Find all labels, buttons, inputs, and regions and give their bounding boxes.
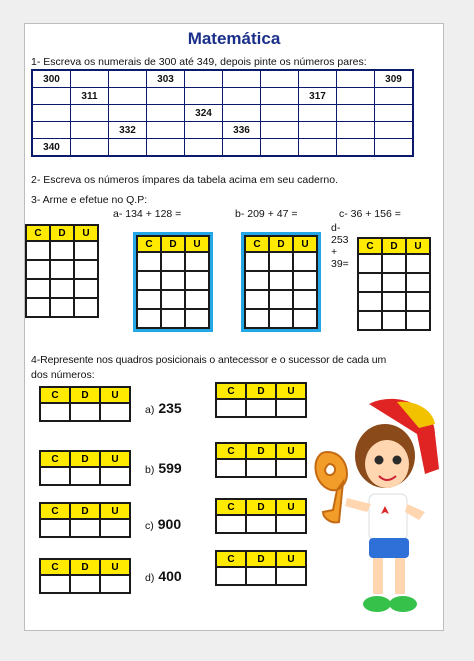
qp-header-row (40, 559, 130, 575)
question-4-text-line2: dos números: (31, 369, 95, 381)
qp-header-u: U (276, 443, 306, 459)
grid-cell[interactable] (337, 70, 375, 88)
qp-header-row (216, 499, 306, 515)
qp-answer-cell[interactable] (100, 467, 130, 485)
grid-cell[interactable] (375, 105, 414, 122)
grid-cell[interactable] (375, 88, 414, 105)
qp-answer-cell[interactable] (216, 459, 246, 477)
girl-with-number-nine-illustration (307, 394, 443, 624)
qp-header-c: C (216, 443, 246, 459)
qp-row (26, 298, 98, 317)
grid-cell[interactable] (261, 139, 299, 157)
qp-answer-cell[interactable] (269, 252, 293, 271)
qp-row (358, 273, 430, 292)
qp-row (137, 309, 209, 328)
qp-header-c: C (216, 383, 246, 399)
grid-cell[interactable] (223, 139, 261, 157)
grid-cell[interactable] (337, 88, 375, 105)
grid-cell[interactable] (109, 105, 147, 122)
qp-operation-b (136, 235, 210, 329)
grid-cell[interactable]: 332 (109, 122, 147, 139)
operation-a: a- 134 + 128 = (113, 208, 182, 220)
qp-operation-d (357, 237, 431, 331)
question-4-text-line1: 4-Represente nos quadros posicionais o antecessor e o sucessor de cada um (31, 354, 387, 366)
qp-header-c: C (216, 499, 246, 515)
qp-row (40, 467, 130, 485)
qp-header-d: D (246, 551, 276, 567)
qp-header-u: U (276, 499, 306, 515)
grid-cell[interactable] (185, 88, 223, 105)
grid-cell[interactable] (375, 139, 414, 157)
qp-answer-cell[interactable] (406, 254, 430, 273)
qp-answer-cell[interactable] (382, 292, 406, 311)
qp-answer-cell[interactable] (293, 290, 317, 309)
qp-operation-c (244, 235, 318, 329)
grid-cell[interactable] (32, 122, 71, 139)
qp-header-c: C (216, 551, 246, 567)
qp-answer-cell[interactable] (40, 467, 70, 485)
qp-answer-cell[interactable] (216, 567, 246, 585)
grid-cell[interactable]: 303 (147, 70, 185, 88)
qp-answer-cell[interactable] (50, 241, 74, 260)
qp-answer-cell[interactable] (161, 290, 185, 309)
grid-cell[interactable]: 309 (375, 70, 414, 88)
qp-header-d: D (70, 503, 100, 519)
qp-successor-1 (215, 442, 307, 478)
grid-cell[interactable] (147, 122, 185, 139)
grid-cell[interactable] (261, 105, 299, 122)
grid-row (32, 105, 413, 122)
qp-header-u: U (293, 236, 317, 252)
qp-answer-cell[interactable] (70, 519, 100, 537)
qp-answer-cell[interactable] (74, 298, 98, 317)
qp-answer-cell[interactable] (269, 271, 293, 290)
qp-answer-cell[interactable] (74, 279, 98, 298)
grid-cell[interactable] (299, 70, 337, 88)
qp-header-c: C (245, 236, 269, 252)
qp-row (358, 254, 430, 273)
qp-answer-cell[interactable] (74, 241, 98, 260)
qp-answer-cell[interactable] (276, 459, 306, 477)
qp-header-u: U (100, 451, 130, 467)
grid-cell[interactable] (375, 122, 414, 139)
qp-header-d: D (161, 236, 185, 252)
qp-answer-cell[interactable] (269, 290, 293, 309)
qp-answer-cell[interactable] (269, 309, 293, 328)
grid-cell[interactable] (71, 70, 109, 88)
qp-row (245, 252, 317, 271)
qp-header-u: U (276, 383, 306, 399)
qp-row (245, 309, 317, 328)
grid-cell[interactable] (261, 122, 299, 139)
qp-row (245, 271, 317, 290)
qp-predecessor-0 (39, 386, 131, 422)
grid-cell[interactable] (185, 70, 223, 88)
qp-header-c: C (137, 236, 161, 252)
qp-row (137, 271, 209, 290)
qp-header-d: D (269, 236, 293, 252)
qp-header-u: U (276, 551, 306, 567)
grid-cell[interactable] (147, 139, 185, 157)
qp-answer-cell[interactable] (293, 309, 317, 328)
grid-cell[interactable] (261, 88, 299, 105)
grid-cell[interactable] (147, 105, 185, 122)
operation-d-second: 39= (331, 258, 349, 270)
qp-answer-cell[interactable] (70, 403, 100, 421)
qp-answer-cell[interactable] (406, 273, 430, 292)
qp-header-d: D (70, 451, 100, 467)
qp-header-c: C (40, 559, 70, 575)
qp-successor-3 (215, 550, 307, 586)
qp-header-d: D (50, 225, 74, 241)
q4-item-number: 235 (158, 400, 182, 416)
qp-answer-cell[interactable] (50, 298, 74, 317)
grid-cell[interactable] (109, 88, 147, 105)
qp-answer-cell[interactable] (137, 271, 161, 290)
qp-answer-cell[interactable] (358, 311, 382, 330)
qp-row (137, 290, 209, 309)
q4-item-number: 400 (158, 568, 182, 584)
numerals-grid (31, 69, 414, 157)
qp-row (40, 519, 130, 537)
qp-header-row (216, 383, 306, 399)
qp-answer-cell[interactable] (50, 260, 74, 279)
grid-cell[interactable] (32, 105, 71, 122)
qp-header-u: U (100, 387, 130, 403)
q4-item-number: 900 (157, 516, 182, 532)
qp-answer-cell[interactable] (382, 311, 406, 330)
qp-answer-cell[interactable] (216, 515, 246, 533)
qp-header-c: C (40, 451, 70, 467)
qp-answer-cell[interactable] (161, 252, 185, 271)
qp-answer-cell[interactable] (276, 567, 306, 585)
operation-d-label: d- (331, 222, 341, 234)
qp-successor-0 (215, 382, 307, 418)
qp-answer-cell[interactable] (50, 279, 74, 298)
grid-cell[interactable] (261, 70, 299, 88)
qp-header-u: U (100, 559, 130, 575)
qp-answer-cell[interactable] (137, 252, 161, 271)
qp-answer-cell[interactable] (100, 403, 130, 421)
qp-header-u: U (185, 236, 209, 252)
qp-row (26, 279, 98, 298)
qp-row (40, 575, 130, 593)
qp-answer-cell[interactable] (246, 567, 276, 585)
grid-cell[interactable] (71, 105, 109, 122)
qp-answer-cell[interactable] (137, 309, 161, 328)
grid-row (32, 88, 413, 105)
qp-answer-cell[interactable] (246, 399, 276, 417)
grid-cell[interactable]: 340 (32, 139, 71, 157)
qp-header-c: C (26, 225, 50, 241)
qp-answer-cell[interactable] (26, 241, 50, 260)
grid-row (32, 122, 413, 139)
qp-answer-cell[interactable] (70, 467, 100, 485)
qp-header-row (40, 387, 130, 403)
grid-cell[interactable]: 324 (185, 105, 223, 122)
qp-answer-cell[interactable] (40, 575, 70, 593)
qp-header-u: U (100, 503, 130, 519)
q4-item-0 (145, 400, 182, 418)
grid-cell[interactable] (223, 70, 261, 88)
qp-answer-cell[interactable] (26, 279, 50, 298)
qp-answer-cell[interactable] (293, 252, 317, 271)
qp-answer-cell[interactable] (246, 515, 276, 533)
q4-item-number: 599 (158, 460, 182, 476)
qp-header-d: D (70, 387, 100, 403)
qp-answer-cell[interactable] (245, 271, 269, 290)
page-title: Matemática (187, 29, 281, 48)
grid-cell[interactable] (147, 88, 185, 105)
q4-item-letter: a) (145, 404, 155, 416)
qp-answer-cell[interactable] (358, 292, 382, 311)
grid-cell[interactable]: 311 (71, 88, 109, 105)
qp-header-u: U (74, 225, 98, 241)
q4-item-letter: d) (145, 572, 155, 584)
q4-item-letter: b) (145, 464, 155, 476)
qp-answer-cell[interactable] (245, 309, 269, 328)
qp-answer-cell[interactable] (185, 252, 209, 271)
qp-header-c: C (358, 238, 382, 254)
qp-header-c: C (40, 387, 70, 403)
qp-answer-cell[interactable] (40, 403, 70, 421)
grid-row (32, 70, 413, 88)
qp-answer-cell[interactable] (185, 309, 209, 328)
qp-operation-c-frame (241, 232, 321, 332)
qp-row (216, 399, 306, 417)
qp-header-d: D (246, 499, 276, 515)
qp-row (245, 290, 317, 309)
qp-header-row (137, 236, 209, 252)
qp-header-row (40, 451, 130, 467)
q4-item-3 (145, 568, 182, 586)
qp-answer-cell[interactable] (358, 254, 382, 273)
qp-answer-cell[interactable] (293, 271, 317, 290)
operation-b: b- 209 + 47 = (235, 208, 298, 220)
qp-answer-cell[interactable] (246, 459, 276, 477)
qp-header-c: C (40, 503, 70, 519)
qp-header-row (216, 443, 306, 459)
qp-row (26, 260, 98, 279)
qp-header-u: U (406, 238, 430, 254)
grid-cell[interactable] (109, 139, 147, 157)
grid-cell[interactable] (223, 105, 261, 122)
qp-answer-cell[interactable] (358, 273, 382, 292)
qp-answer-cell[interactable] (406, 292, 430, 311)
qp-answer-cell[interactable] (382, 254, 406, 273)
grid-cell[interactable] (337, 105, 375, 122)
qp-row (216, 567, 306, 585)
qp-answer-cell[interactable] (100, 519, 130, 537)
operation-c: c- 36 + 156 = (339, 208, 401, 220)
grid-cell[interactable] (223, 88, 261, 105)
grid-cell[interactable] (299, 105, 337, 122)
qp-row (40, 403, 130, 421)
qp-row (26, 241, 98, 260)
question-2-text: 2- Escreva os números ímpares da tabela acima em seu caderno. (31, 174, 338, 186)
qp-answer-cell[interactable] (74, 260, 98, 279)
qp-answer-cell[interactable] (40, 519, 70, 537)
qp-header-d: D (246, 443, 276, 459)
grid-cell[interactable] (337, 139, 375, 157)
grid-cell[interactable] (299, 139, 337, 157)
q4-item-letter: c) (145, 520, 154, 532)
qp-operation-b-frame (133, 232, 213, 332)
qp-answer-cell[interactable] (245, 252, 269, 271)
grid-cell[interactable] (71, 139, 109, 157)
qp-row (358, 292, 430, 311)
worksheet-page (24, 23, 444, 631)
qp-header-row (40, 503, 130, 519)
qp-answer-cell[interactable] (161, 271, 185, 290)
qp-predecessor-2 (39, 502, 131, 538)
qp-operation-a (25, 224, 99, 318)
grid-cell[interactable] (109, 70, 147, 88)
qp-answer-cell[interactable] (100, 575, 130, 593)
qp-answer-cell[interactable] (245, 290, 269, 309)
qp-successor-2 (215, 498, 307, 534)
grid-cell[interactable]: 317 (299, 88, 337, 105)
qp-answer-cell[interactable] (161, 309, 185, 328)
grid-cell[interactable]: 336 (223, 122, 261, 139)
qp-row (216, 459, 306, 477)
operation-d (331, 222, 349, 270)
qp-header-row (26, 225, 98, 241)
qp-answer-cell[interactable] (216, 399, 246, 417)
grid-cell[interactable] (337, 122, 375, 139)
qp-answer-cell[interactable] (185, 290, 209, 309)
q4-item-2 (145, 516, 181, 534)
grid-cell[interactable] (185, 122, 223, 139)
qp-answer-cell[interactable] (137, 290, 161, 309)
qp-answer-cell[interactable] (185, 271, 209, 290)
question-3-text: 3- Arme e efetue no Q.P: (31, 194, 148, 206)
qp-row (137, 252, 209, 271)
qp-answer-cell[interactable] (382, 273, 406, 292)
qp-predecessor-1 (39, 450, 131, 486)
operation-d-sign: + (331, 246, 338, 258)
operation-d-first: 253 (331, 234, 349, 246)
grid-cell[interactable] (71, 122, 109, 139)
qp-answer-cell[interactable] (406, 311, 430, 330)
qp-row (216, 515, 306, 533)
grid-cell[interactable]: 300 (32, 70, 71, 88)
q4-item-1 (145, 460, 182, 478)
qp-header-d: D (382, 238, 406, 254)
question-1-text: 1- Escreva os numerais de 300 até 349, depois pinte os números pares: (31, 56, 367, 68)
grid-cell[interactable] (299, 122, 337, 139)
qp-row (358, 311, 430, 330)
grid-cell[interactable] (185, 139, 223, 157)
qp-answer-cell[interactable] (26, 298, 50, 317)
qp-answer-cell[interactable] (276, 515, 306, 533)
qp-header-d: D (246, 383, 276, 399)
qp-header-row (358, 238, 430, 254)
grid-row (32, 139, 413, 157)
qp-header-row (216, 551, 306, 567)
qp-answer-cell[interactable] (70, 575, 100, 593)
grid-cell[interactable] (32, 88, 71, 105)
qp-header-d: D (70, 559, 100, 575)
qp-header-row (245, 236, 317, 252)
qp-answer-cell[interactable] (26, 260, 50, 279)
qp-answer-cell[interactable] (276, 399, 306, 417)
qp-predecessor-3 (39, 558, 131, 594)
